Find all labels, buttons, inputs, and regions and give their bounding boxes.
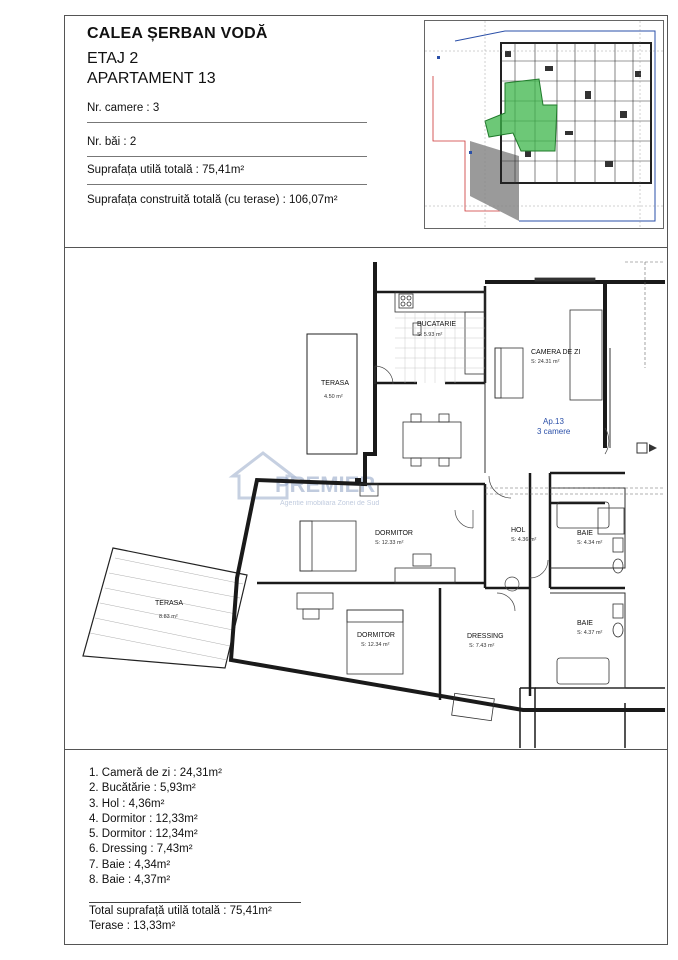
bath-1 [577, 530, 603, 546]
legend-item: 4. Dormitor : 12,33m² [89, 812, 198, 825]
terrace-2 [83, 548, 247, 668]
building-title: CALEA ȘERBAN VODĂ [87, 25, 268, 42]
terrace-1-area: 4.50 m² [324, 394, 343, 400]
apartment-number: Ap.13 [543, 417, 564, 426]
room-legend [89, 766, 222, 888]
bath-2 [577, 620, 603, 636]
dressing-label: DRESSING [467, 633, 504, 640]
hall-label: HOL [511, 527, 526, 534]
key-plan-drawing [425, 21, 663, 228]
legend-item: 2. Bucătărie : 5,93m² [89, 782, 196, 795]
living-label: CAMERA DE ZI [531, 349, 581, 356]
baths-count: Nr. băi : 2 [87, 136, 137, 148]
bedroom-2-label: DORMITOR [357, 632, 395, 639]
divider [87, 122, 367, 123]
bedroom-1-label: DORMITOR [375, 530, 413, 537]
plan-sheet [64, 15, 668, 945]
living-furniture [403, 278, 624, 534]
divider [87, 184, 367, 185]
living-area: S: 24.31 m² [531, 359, 560, 365]
bath-1-area: S: 4.34 m² [577, 540, 603, 546]
bath-1-label: BAIE [577, 530, 593, 537]
terrace-2-label: TERASA [155, 600, 184, 607]
kitchen [417, 321, 456, 338]
watermark-title: PREMIER [275, 472, 376, 497]
total-useful-area: Total suprafață utilă totală : 75,41m² [89, 905, 272, 917]
living-room [531, 349, 580, 436]
footer-divider [65, 749, 667, 750]
kitchen-area: S: 5.93 m² [417, 332, 443, 338]
dressing-area: S: 7.43 m² [469, 643, 495, 649]
lower-right-walls [520, 688, 665, 748]
bedroom-1-area: S: 12.33 m² [375, 540, 404, 546]
bath-2-area: S: 4.37 m² [577, 630, 603, 636]
hall [511, 527, 537, 543]
bedroom-2-area: S: 12.34 m² [361, 642, 390, 648]
divider [87, 156, 367, 157]
totals [89, 904, 272, 934]
legend-item: 8. Baie : 4,37m² [89, 874, 171, 887]
key-plan [424, 20, 664, 229]
legend-item: 3. Hol : 4,36m² [89, 797, 165, 810]
terrace-2-area: 8.83 m² [159, 614, 178, 620]
legend-item: 6. Dressing : 7,43m² [89, 843, 193, 856]
thin-walls [485, 348, 647, 688]
total-terraces: Terase : 13,33m² [89, 920, 176, 932]
terrace-1-label: TERASA [321, 380, 350, 387]
legend-item: 5. Dormitor : 12,34m² [89, 828, 198, 841]
bath-2-label: BAIE [577, 620, 593, 627]
legend-item: 1. Cameră de zi : 24,31m² [89, 767, 222, 779]
built-area: Suprafața construită totală (cu terase) : 106,07m² [87, 194, 338, 206]
watermark-subtitle: Agentie imobiliara Zonei de Sud [280, 500, 380, 507]
totals-divider [89, 902, 301, 903]
apartment-rooms: 3 camere [537, 427, 571, 436]
hall-area: S: 4.36 m² [511, 537, 537, 543]
dressing [467, 633, 504, 649]
apartment-label: APARTAMENT 13 [87, 70, 216, 87]
guide-lines [485, 262, 665, 494]
rooms-count: Nr. camere : 3 [87, 102, 160, 114]
floor-plan [65, 248, 667, 748]
section-marker [649, 444, 657, 452]
kitchen-label: BUCATARIE [417, 321, 457, 328]
floor-label: ETAJ 2 [87, 50, 139, 67]
bedroom-2 [357, 632, 395, 648]
bedroom-1 [375, 530, 413, 546]
terrace-1 [307, 334, 357, 454]
legend-item: 7. Baie : 4,34m² [89, 858, 171, 871]
useful-area: Suprafața utilă totală : 75,41m² [87, 164, 245, 176]
